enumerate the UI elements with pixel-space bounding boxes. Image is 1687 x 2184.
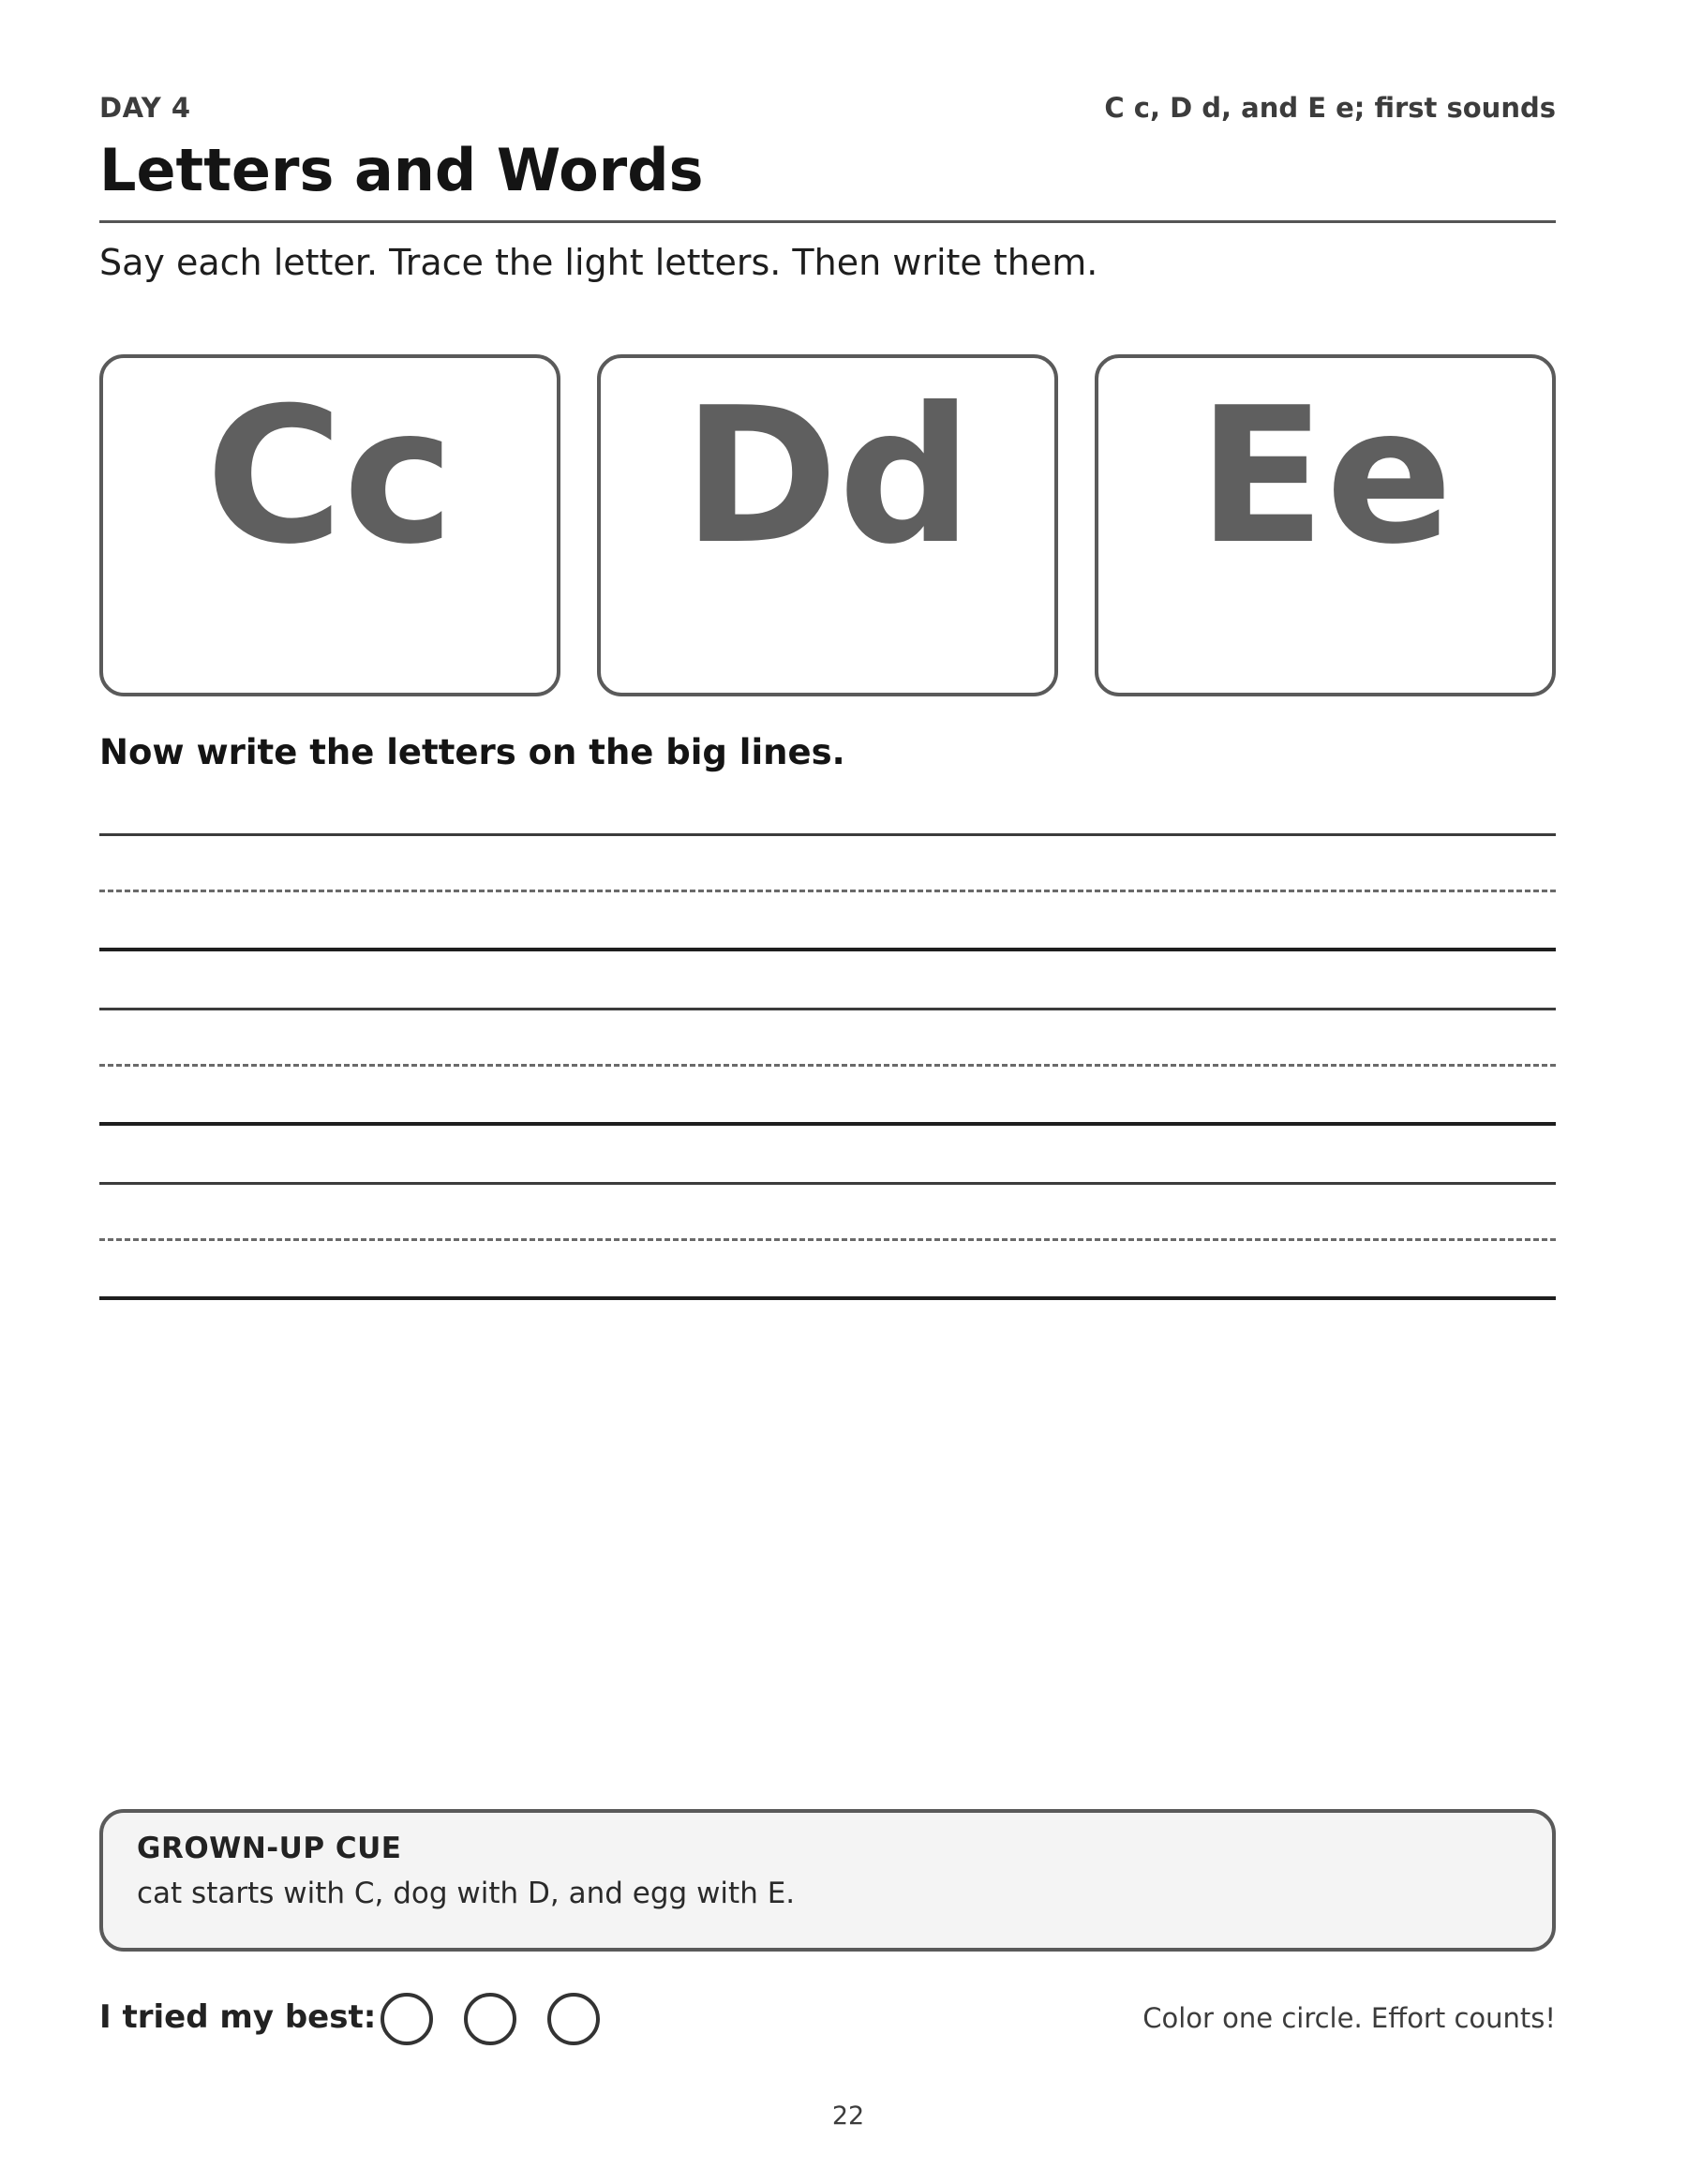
letter-card-letters: Dd (682, 367, 973, 586)
writing-line-baseline (99, 1122, 1556, 1126)
instructions-text: Say each letter. Trace the light letters. Then write them. (99, 242, 1098, 283)
write-prompt: Now write the letters on the big lines. (99, 732, 845, 772)
writing-line-midline (99, 1238, 1556, 1241)
effort-circle-2[interactable] (464, 1993, 516, 2045)
letter-card-letters: Ee (1197, 367, 1454, 586)
writing-line-baseline (99, 948, 1556, 951)
writing-line-top (99, 1182, 1556, 1185)
title-divider (99, 220, 1556, 223)
day-label: DAY 4 (99, 92, 191, 124)
header-row (99, 92, 1556, 129)
letter-card-c (99, 354, 560, 696)
letter-card-d (597, 354, 1058, 696)
effort-note: Color one circle. Effort counts! (1142, 2002, 1556, 2034)
cue-title: GROWN-UP CUE (137, 1832, 402, 1865)
effort-label: I tried my best: (99, 1998, 377, 2036)
cue-text: cat starts with C, dog with D, and egg with E. (137, 1877, 796, 1910)
writing-row[interactable] (99, 833, 1556, 951)
worksheet-page (99, 0, 1556, 2184)
writing-line-midline (99, 1064, 1556, 1067)
effort-row (99, 1989, 1556, 2047)
writing-line-midline (99, 890, 1556, 892)
writing-line-baseline (99, 1296, 1556, 1300)
page-title: Letters and Words (99, 136, 704, 204)
effort-circle-1[interactable] (381, 1993, 433, 2045)
effort-circle-3[interactable] (547, 1993, 600, 2045)
grown-up-cue-box (99, 1809, 1556, 1952)
letter-cards (99, 354, 1556, 695)
writing-row[interactable] (99, 1008, 1556, 1126)
letter-card-letters: Cc (205, 367, 455, 586)
writing-line-top (99, 1008, 1556, 1010)
handwriting-lines[interactable] (99, 825, 1556, 1312)
page-number: 22 (831, 2102, 865, 2131)
writing-row[interactable] (99, 1182, 1556, 1300)
letter-card-e (1095, 354, 1556, 696)
topic-label: C c, D d, and E e; first sounds (1104, 92, 1556, 124)
writing-line-top (99, 833, 1556, 836)
